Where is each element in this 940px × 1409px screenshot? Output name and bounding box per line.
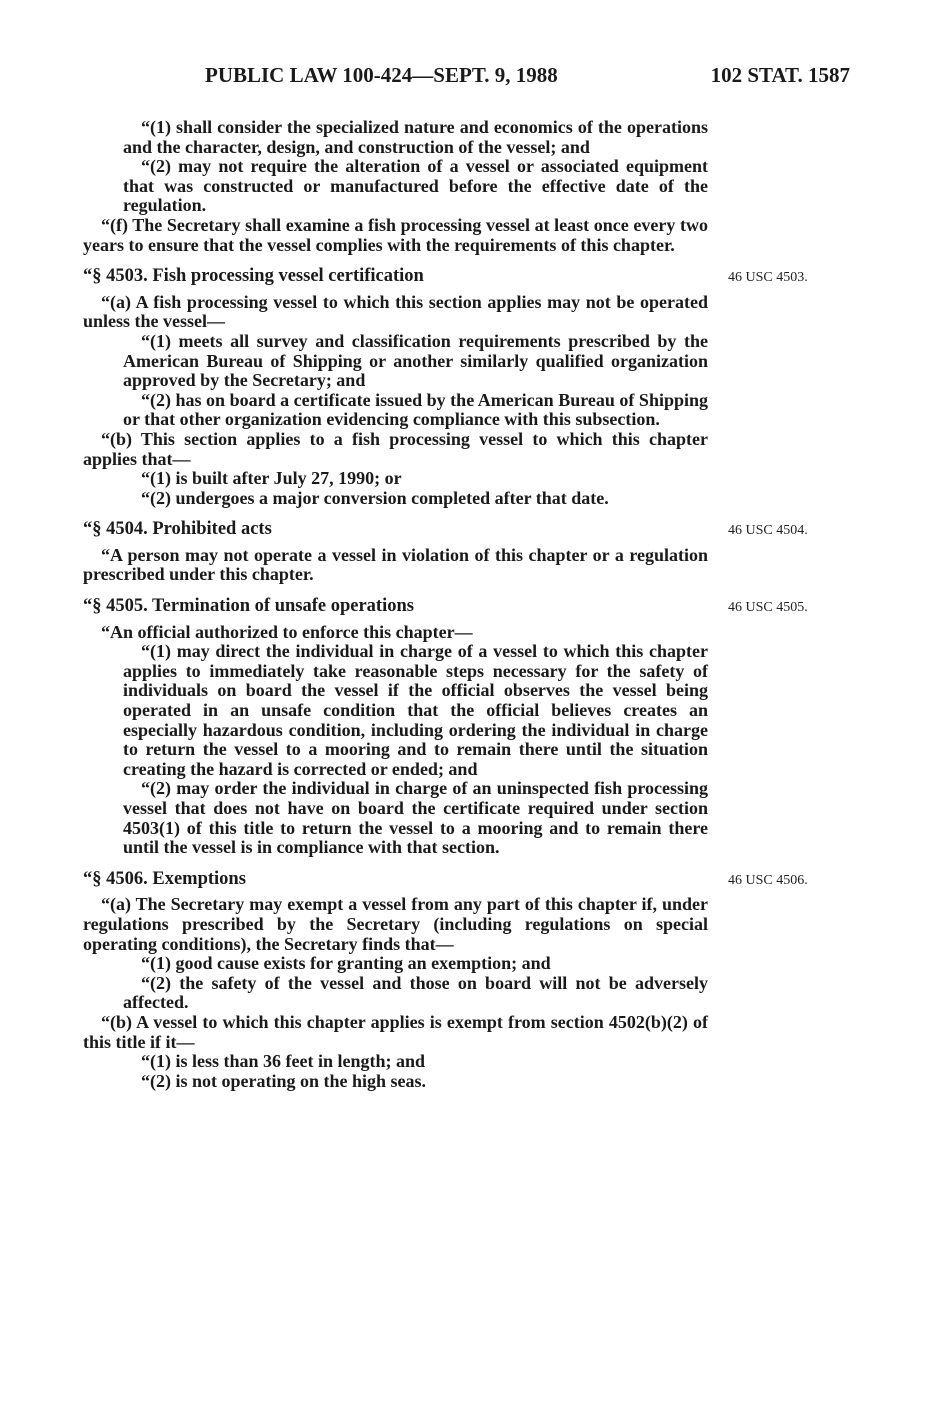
paragraph: “(1) may direct the individual in charge of a vessel to which this chapter applies to immediately take reasonable steps necessary for the safety of individuals on board the vessel if the official observes the vessel being operated in an unsafe condition that the official believes creates an especially hazardous condition, including ordering the individual in charge to return the vessel to a mooring and to remain there until the situation creating the hazard is corrected or ended; and — [123, 641, 708, 779]
paragraph: “(1) is built after July 27, 1990; or — [141, 468, 402, 489]
page-header — [0, 63, 940, 97]
usc-citation-note: 46 USC 4504. — [728, 523, 808, 539]
paragraph: “(2) undergoes a major conversion completed after that date. — [141, 487, 609, 508]
usc-citation-note: 46 USC 4503. — [728, 270, 808, 286]
section-heading: “§ 4504. Prohibited acts — [83, 519, 272, 540]
usc-citation-note: 46 USC 4506. — [728, 872, 808, 888]
statute-text — [83, 118, 708, 1091]
paragraph: “An official authorized to enforce this chapter— — [101, 621, 473, 642]
section-heading: “§ 4503. Fish processing vessel certification — [83, 266, 424, 287]
public-law-heading: PUBLIC LAW 100-424—SEPT. 9, 1988 — [205, 63, 558, 87]
paragraph: “(2) is not operating on the high seas. — [141, 1070, 427, 1091]
paragraph: “(2) may not require the alteration of a vessel or associated equipment that was constructed or manufactured before the effective date of the regulation. — [123, 156, 708, 216]
paragraph: “(2) may order the individual in charge of an uninspected fish processing vessel that does not have on board the certificate required under section 4503(1) of this title to return the vessel to a mooring and to remain there until the vessel is in compliance with that section. — [123, 778, 708, 858]
paragraph: “(b) This section applies to a fish processing vessel to which this chapter applies that— — [83, 428, 708, 469]
paragraph: “(1) shall consider the specialized nature and economics of the operations and the character, design, and construction of the vessel; and — [123, 117, 708, 157]
paragraph: “(2) has on board a certificate issued by the American Bureau of Shipping or that other organization evidencing compliance with this subsection. — [123, 389, 708, 430]
section-heading: “§ 4506. Exemptions — [83, 868, 246, 889]
paragraph: “(a) A fish processing vessel to which this section applies may not be operated unless the vessel— — [83, 291, 708, 332]
paragraph: “(1) good cause exists for granting an exemption; and — [141, 953, 551, 974]
paragraph: “(2) the safety of the vessel and those on board will not be adversely affected. — [123, 972, 708, 1013]
usc-citation-note: 46 USC 4505. — [728, 600, 808, 616]
paragraph: “(a) The Secretary may exempt a vessel from any part of this chapter if, under regulations prescribed by the Secretary (including regulations on special operating conditions), the Secretary finds that— — [83, 894, 708, 954]
statute-page-number: 102 STAT. 1587 — [710, 63, 850, 87]
section-heading: “§ 4505. Termination of unsafe operations — [83, 596, 414, 617]
paragraph: “(1) is less than 36 feet in length; and — [141, 1051, 426, 1072]
paragraph: “(1) meets all survey and classification requirements prescribed by the American Bureau of Shipping or another similarly qualified organization approved by the Secretary; and — [123, 330, 708, 391]
paragraph: “(b) A vessel to which this chapter applies is exempt from section 4502(b)(2) of this title if it— — [83, 1011, 708, 1052]
paragraph: “(f) The Secretary shall examine a fish processing vessel at least once every two years to ensure that the vessel complies with the requirements of this chapter. — [83, 214, 708, 255]
paragraph: “A person may not operate a vessel in violation of this chapter or a regulation prescribed under this chapter. — [83, 544, 708, 585]
